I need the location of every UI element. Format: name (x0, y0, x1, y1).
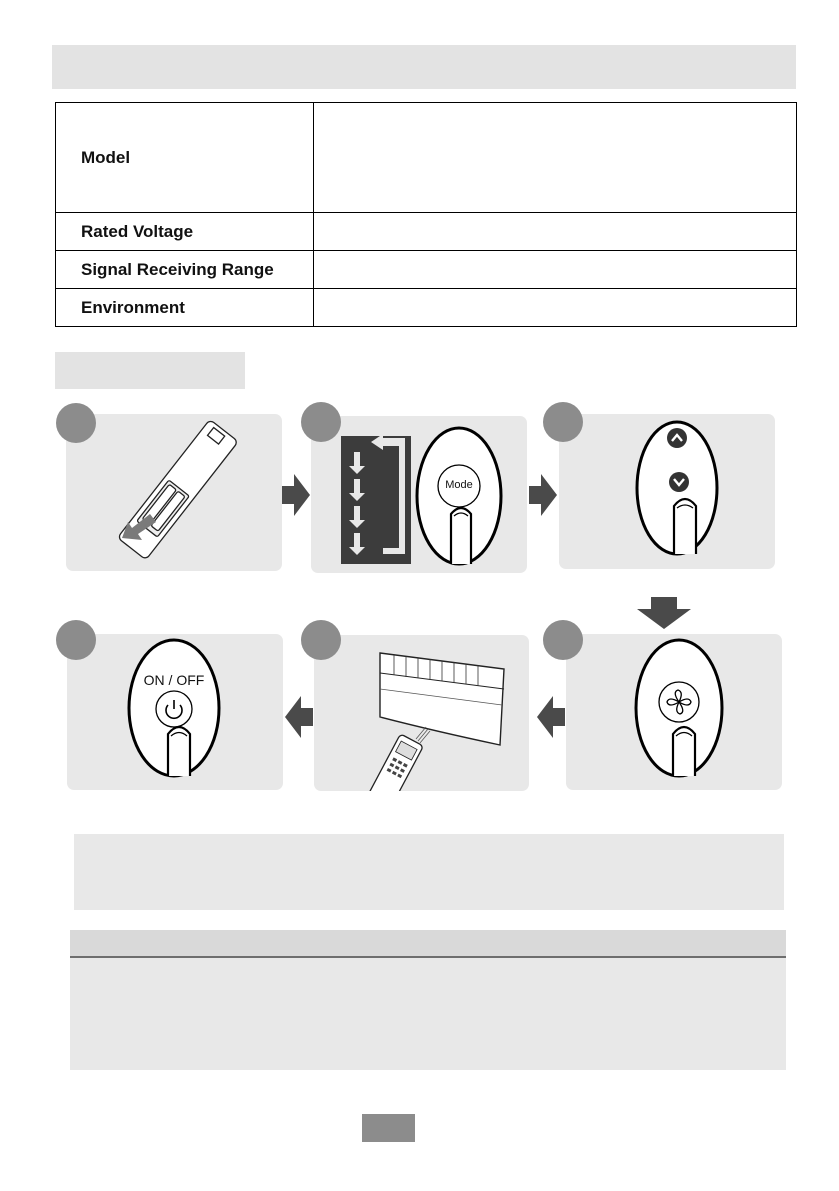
step1-badge (56, 403, 96, 443)
spec-label-voltage: Rated Voltage (56, 213, 314, 251)
page-number-tab (362, 1114, 415, 1142)
arrow-left-icon (285, 696, 313, 738)
caution-header-bar (70, 930, 786, 958)
note-box (74, 834, 784, 910)
remote-battery-illustration (66, 414, 282, 571)
spec-label-model: Model (56, 103, 314, 213)
remote-control-icon (368, 734, 424, 791)
step6-badge (543, 620, 583, 660)
mode-cycle-illustration (311, 416, 527, 573)
aim-remote-at-unit-illustration (314, 635, 529, 791)
caution-body (70, 958, 786, 1070)
spec-label-range: Signal Receiving Range (56, 251, 314, 289)
spec-row-range (56, 251, 797, 289)
spec-table (55, 102, 797, 327)
up-down-buttons-illustration (559, 414, 775, 569)
step5-badge (301, 620, 341, 660)
spec-label-environment: Environment (56, 289, 314, 327)
step1-panel (66, 414, 282, 571)
step4-panel (67, 634, 283, 790)
spec-value-model (314, 103, 797, 213)
step2-badge (301, 402, 341, 442)
step2-panel (311, 416, 527, 573)
step4-badge (56, 620, 96, 660)
onoff-button-label: ON / OFF (143, 672, 205, 688)
subsection-header-bar (55, 352, 245, 389)
spec-value-voltage (314, 213, 797, 251)
step5-panel (314, 635, 529, 791)
mode-button-label: Mode (445, 479, 473, 491)
spec-value-range (314, 251, 797, 289)
up-arrow-icon (667, 428, 687, 448)
spec-row-environment (56, 289, 797, 327)
arrow-right-icon (282, 474, 310, 516)
arrow-right-icon (529, 474, 557, 516)
step6-panel (566, 634, 782, 790)
spec-value-environment (314, 289, 797, 327)
fan-button-illustration (566, 634, 782, 790)
step3-badge (543, 402, 583, 442)
arrow-down-icon (637, 597, 691, 629)
arrow-left-icon (537, 696, 565, 738)
step3-panel (559, 414, 775, 569)
down-arrow-icon (669, 472, 689, 492)
spec-row-voltage (56, 213, 797, 251)
signal-beam-icon (416, 727, 430, 743)
power-button-illustration (67, 634, 283, 790)
section-header-bar (52, 45, 796, 89)
spec-row-model (56, 103, 797, 213)
